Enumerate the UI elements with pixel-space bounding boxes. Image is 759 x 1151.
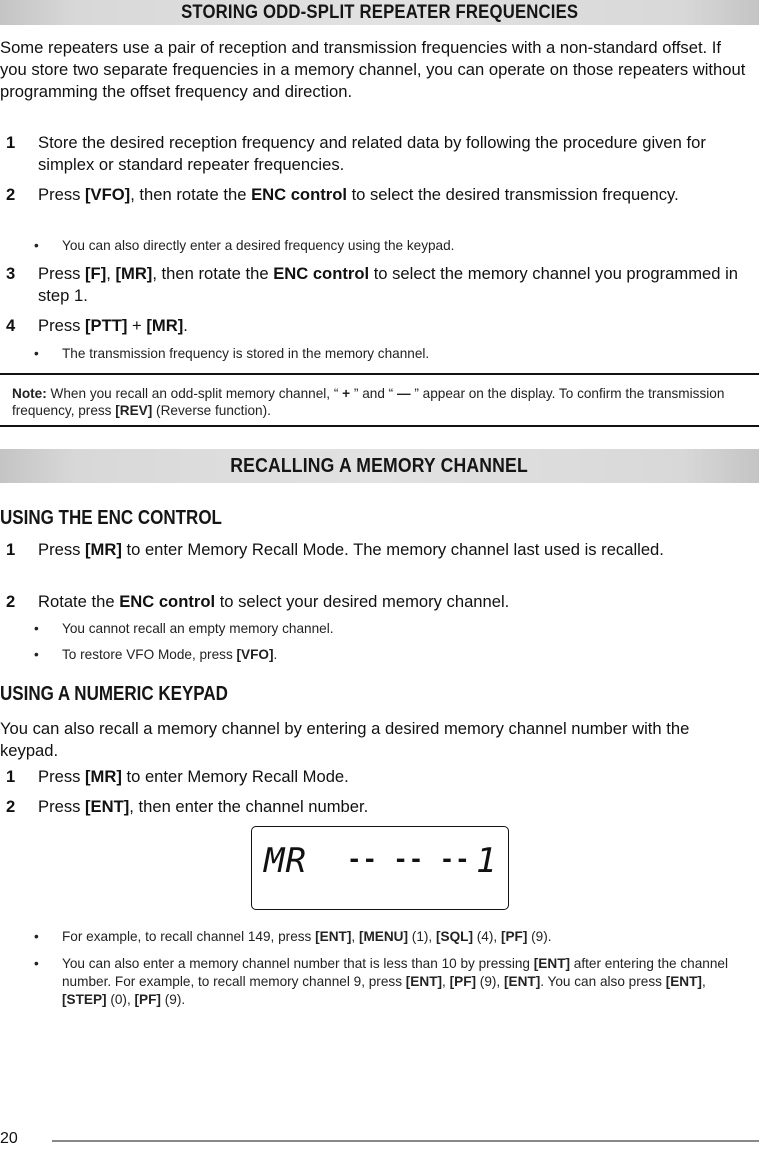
text-run: When you recall an odd-split memory channel, “	[46, 386, 343, 401]
text-run: ,	[351, 929, 359, 944]
bold-key-text: [ENT]	[315, 929, 352, 944]
lcd-dashes: -- -- --	[347, 845, 471, 873]
bold-key-text: ENC control	[119, 592, 216, 611]
step-number: 2	[6, 185, 16, 204]
step-item	[6, 184, 746, 228]
text-run: To restore VFO Mode, press	[62, 647, 237, 662]
bold-key-text: [MR]	[85, 767, 122, 786]
text-run: after entering the channel number. For example, to recall memory channel 9, press	[62, 956, 728, 989]
footer-rule	[52, 1140, 759, 1142]
text-run: ,	[106, 264, 116, 283]
bold-key-text: [MR]	[115, 264, 153, 283]
bold-key-text: ENC control	[251, 185, 347, 204]
section-banner-recalling	[0, 449, 759, 483]
text-run: Press	[38, 316, 86, 335]
step-number: 1	[6, 540, 16, 559]
subheading-enc	[0, 507, 261, 530]
bold-key-text: [MR]	[85, 540, 122, 559]
text-run: , then rotate the	[152, 264, 274, 283]
text-run: You can also enter a memory channel number that is less than 10 by pressing	[62, 956, 534, 971]
subheading-keypad	[0, 683, 268, 706]
subheading-text: USING A NUMERIC KEYPAD	[0, 683, 228, 705]
text-run: (1),	[408, 929, 436, 944]
text-run: Press	[38, 185, 86, 204]
text-run: The transmission frequency is stored in the memory channel.	[62, 346, 430, 361]
text-run: , then enter the channel number.	[129, 797, 369, 816]
bullet-dot: •	[34, 956, 39, 971]
text-run: Rotate the	[38, 592, 120, 611]
bold-key-text: [MR]	[146, 316, 184, 335]
bold-key-text: [VFO]	[236, 647, 274, 662]
bold-key-text: [VFO]	[85, 185, 131, 204]
step-item	[6, 315, 746, 337]
bold-key-text: [ENT]	[405, 974, 443, 989]
bullet-text	[62, 620, 734, 638]
text-run: to enter Memory Recall Mode. The memory channel last used is recalled.	[121, 540, 664, 559]
text-run: . You can also press	[540, 974, 666, 989]
step-number: 2	[6, 797, 16, 816]
step-item	[6, 132, 746, 176]
bold-key-text: [PF]	[449, 974, 477, 989]
step-number: 2	[6, 592, 16, 611]
bold-key-text: [PTT]	[85, 316, 128, 335]
bold-key-text: [F]	[85, 264, 107, 283]
bold-key-text: [STEP]	[62, 992, 107, 1007]
bullet-text	[62, 646, 734, 664]
lcd-mode-indicator: MR	[264, 841, 307, 881]
text-run: to select the memory channel you programmed in step 1.	[38, 264, 739, 305]
text-run: You can also directly enter a desired frequency using the keypad.	[62, 238, 455, 253]
bold-key-text: [PF]	[500, 929, 528, 944]
lcd-display-illustration	[251, 826, 509, 910]
bold-key-text: [MENU]	[358, 929, 409, 944]
text-run: (9).	[160, 992, 186, 1007]
step-text	[38, 132, 746, 176]
step-text	[38, 539, 746, 561]
bold-key-text: +	[342, 386, 351, 401]
bold-key-text: [PF]	[134, 992, 161, 1007]
text-run: to select the desired transmission frequency.	[346, 185, 679, 204]
page-number: 20	[0, 1130, 18, 1147]
note-text	[12, 385, 747, 419]
bullet-dot: •	[34, 346, 39, 361]
bold-key-text: [ENT]	[85, 797, 130, 816]
step-item	[6, 766, 746, 788]
bullet-text	[62, 237, 734, 255]
lcd-channel-digit: 1	[476, 841, 497, 881]
text-run: .	[183, 316, 188, 335]
subheading-text: USING THE ENC CONTROL	[0, 507, 222, 529]
text-run: You cannot recall an empty memory channel.	[62, 621, 334, 636]
bold-key-text: [ENT]	[665, 974, 702, 989]
keypad-intro-paragraph: You can also recall a memory channel by entering a desired memory channel number with the keypad.	[0, 719, 690, 760]
step-number: 4	[6, 316, 16, 335]
text-run: (0),	[106, 992, 135, 1007]
step-number: 3	[6, 264, 16, 283]
text-run: Store the desired reception frequency and related data by following the procedure given for simplex or standard repeater frequencies.	[38, 133, 706, 174]
text-run: , then rotate the	[130, 185, 252, 204]
step-text	[38, 315, 746, 337]
bold-key-text: [ENT]	[533, 956, 571, 971]
text-run: For example, to recall channel 149, press	[62, 929, 316, 944]
bold-key-text: ENC control	[273, 264, 370, 283]
section-title: RECALLING A MEMORY CHANNEL	[230, 455, 529, 477]
step-text	[38, 591, 746, 613]
bullet-text	[62, 928, 746, 946]
step-item	[6, 796, 746, 818]
bold-key-text: [SQL]	[435, 929, 473, 944]
text-run: (9).	[527, 929, 552, 944]
text-run: (4),	[472, 929, 501, 944]
text-run: Press	[38, 767, 86, 786]
bullet-dot: •	[34, 621, 39, 636]
text-run: to select your desired memory channel.	[215, 592, 510, 611]
bullet-text	[62, 955, 746, 1009]
text-run: ” and “	[350, 386, 397, 401]
step-text	[38, 796, 746, 818]
bullet-dot: •	[34, 647, 39, 662]
text-run: +	[127, 316, 147, 335]
text-run: ,	[701, 974, 706, 989]
text-run: (Reverse function).	[152, 403, 271, 418]
text-run: (9),	[476, 974, 504, 989]
text-run: Press	[38, 540, 86, 559]
text-run: Press	[38, 264, 86, 283]
text-run: ” appear on the display. To confirm the transmission frequency, press	[12, 386, 725, 418]
text-run: Press	[38, 797, 86, 816]
intro-paragraph: Some repeaters use a pair of reception and transmission frequencies with a non-standard offset. If you store two separate frequencies in a memory channel, you can operate on those repeaters without programming the offset frequency and direction.	[0, 38, 746, 101]
step-text	[38, 263, 746, 307]
text-run: .	[273, 647, 278, 662]
bold-key-text: —	[396, 386, 411, 401]
bullet-text	[62, 345, 734, 363]
step-item	[6, 539, 746, 583]
bold-key-text: Note:	[12, 386, 47, 401]
step-number: 1	[6, 133, 16, 152]
text-run: ,	[442, 974, 450, 989]
bullet-dot: •	[34, 238, 39, 253]
note-bottom-rule	[0, 425, 759, 427]
bullet-dot: •	[34, 929, 39, 944]
bold-key-text: [REV]	[115, 403, 153, 418]
step-number: 1	[6, 767, 16, 786]
section-banner-storing	[0, 0, 759, 25]
step-item	[6, 591, 746, 613]
note-top-rule	[0, 373, 759, 375]
section-title: STORING ODD-SPLIT REPEATER FREQUENCIES	[180, 2, 579, 23]
step-text	[38, 184, 746, 206]
text-run: to enter Memory Recall Mode.	[121, 767, 349, 786]
step-item	[6, 263, 746, 307]
bold-key-text: [ENT]	[503, 974, 541, 989]
step-text	[38, 766, 746, 788]
